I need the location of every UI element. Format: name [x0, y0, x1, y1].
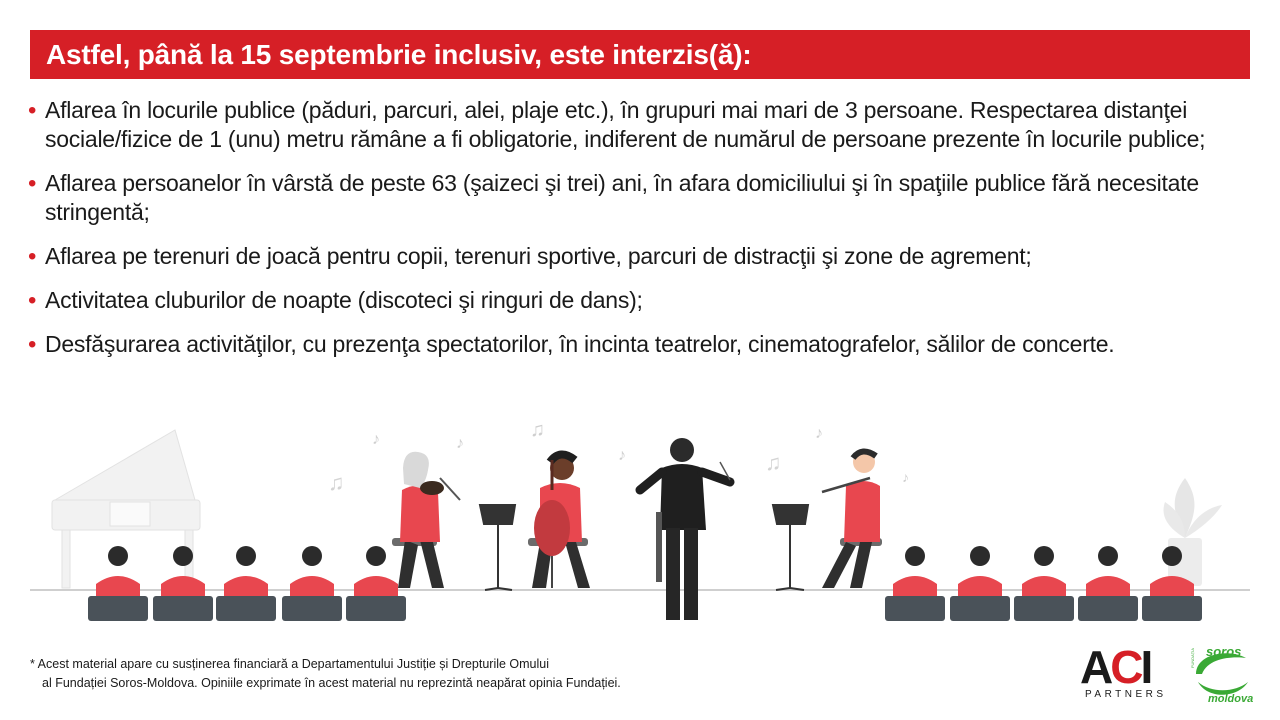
aci-logo-subtitle: PARTNERS	[1085, 689, 1167, 700]
footnote-line-1: Acest material apare cu susținerea financiară a Departamentului Justiție și Drepturile Omului	[37, 657, 550, 671]
cellist	[528, 454, 590, 588]
audience-left	[88, 546, 406, 621]
footnote-line-2: al Fundației Soros-Moldova. Opiniile exprimate în acest material nu reprezintă neapărat opinia Fundației.	[42, 676, 621, 690]
moldova-text: moldova	[1208, 693, 1254, 704]
plant-icon	[1164, 478, 1222, 586]
music-stand	[480, 505, 515, 590]
aci-logo-letters	[1080, 641, 1170, 693]
audience-right	[885, 546, 1202, 621]
music-stand	[773, 505, 808, 590]
page-title: Astfel, până la 15 septembrie inclusiv, este interzis(ă):	[30, 30, 1250, 79]
soros-text: soros	[1206, 644, 1242, 659]
list-item: • Activitatea cluburilor de noapte (discoteci şi ringuri de dans);	[28, 286, 1258, 315]
list-item: • Aflarea în locurile publice (păduri, parcuri, alei, plaje etc.), în grupuri mai mari de 3 persoane. Respectarea distanţei sociale/fizice de 1 (unu) metru rămâne a fi obligatorie, indiferent de numărul de persoane prezente în locurile publice;	[28, 96, 1258, 154]
aci-letter-a: A	[1080, 641, 1111, 693]
conductor	[640, 438, 730, 620]
violinist	[392, 452, 460, 588]
svg-text:♫: ♫	[765, 450, 782, 475]
svg-text:♪: ♪	[902, 469, 909, 485]
restrictions-list	[28, 96, 1258, 374]
list-item: • Desfăşurarea activităţilor, cu prezenţa spectatorilor, în incinta teatrelor, cinematografelor, sălilor de concerte.	[28, 330, 1258, 359]
svg-text:♫: ♫	[328, 470, 345, 495]
list-item: • Aflarea persoanelor în vârstă de peste 63 (şaizeci şi trei) ani, în afara domiciliului şi în spaţiile publice fără necesitate stringentă;	[28, 169, 1258, 227]
footnote-marker: *	[30, 657, 35, 671]
soros-moldova-logo	[1188, 642, 1254, 704]
aci-letter-i: I	[1140, 641, 1151, 693]
svg-text:♫: ♫	[530, 420, 545, 441]
aci-letter-c: C	[1110, 641, 1141, 693]
flutist	[822, 451, 882, 588]
list-item: • Aflarea pe terenuri de joacă pentru copii, terenuri sportive, parcuri de distracţii şi zone de agrement;	[28, 242, 1258, 271]
svg-text:♪: ♪	[618, 447, 626, 464]
svg-text:♪: ♪	[372, 431, 380, 448]
aci-partners-logo	[1080, 641, 1170, 703]
svg-text:♪: ♪	[815, 425, 823, 442]
footnote	[30, 655, 621, 693]
concert-illustration	[0, 420, 1280, 635]
fundatia-text: FUNDAȚIA	[1190, 648, 1195, 668]
svg-text:♪: ♪	[456, 435, 464, 452]
